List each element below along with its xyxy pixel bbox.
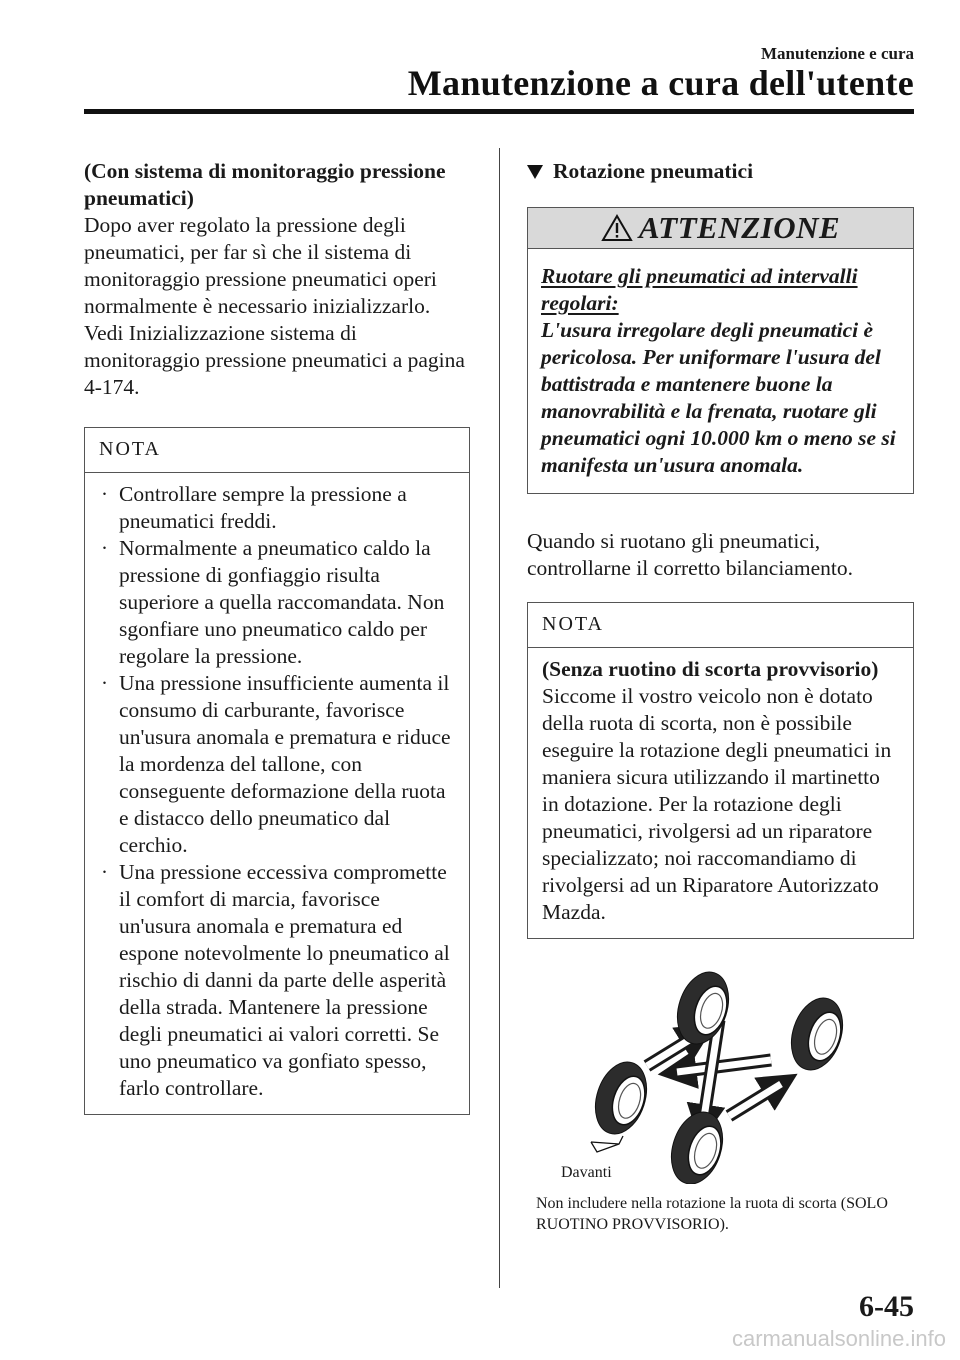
header-rule [84, 109, 914, 114]
nota-box-right [527, 602, 914, 939]
nota-item: · Controllare sempre la pressione a pneumatici freddi. [101, 482, 407, 533]
warning-header [528, 208, 913, 249]
nota-body [528, 648, 913, 938]
tpms-paragraph: Dopo aver regolato la pressione degli pneumatici, per far sì che il sistema di monitoraggio pressione pneumatici operi normalmente è necessario inizializzarlo. Vedi Inizializzazione sistema di monitoraggio pressione pneumatici a pagina 4-174. [84, 213, 465, 399]
running-header-chapter: Manutenzione a cura dell'utente [407, 63, 914, 103]
front-label: Davanti [561, 1164, 612, 1181]
nota-box-left [84, 427, 470, 1115]
bullet-icon: · [101, 482, 108, 506]
figure-caption: Non includere nella rotazione la ruota di scorta (SOLO RUOTINO PROVVISORIO). [536, 1195, 888, 1233]
nota-item: · Una pressione eccessiva compromette il comfort di marcia, favorisce un'usura anomala e prematura ed espone notevolmente lo pneumatico al rischio di danni da parte delle asperità della strada. Mantenere la pressione degli pneumatici ai valori corretti. Se uno pneumatico va gonfiato spesso, farlo controllare. [101, 860, 450, 1100]
tire-rear-left [587, 1055, 656, 1140]
running-header-section: Manutenzione e cura [761, 44, 914, 63]
nota-text: Siccome il vostro veicolo non è dotato della ruota di scorta, non è possibile eseguire la rotazione degli pneumatici in maniera sicura utilizzando il martinetto in dotazione. Per la rotazione degli pneumatici, rivolgersi ad un riparatore specializzato; noi raccomandiamo di rivolgersi ad un Riparatore Autorizzato Mazda. [542, 684, 892, 924]
nota-item: · Una pressione insufficiente aumenta il consumo di carburante, favorisce un'usura anomala e prematura e riduce la mordenza del tallone, con conseguente deformazione della ruota e distacco dello pneumatico dal cerchio. [101, 671, 451, 857]
triangle-down-icon [527, 165, 543, 179]
tpms-subhead: (Con sistema di monitoraggio pressione pneumatici) [84, 159, 446, 210]
nota-list [99, 481, 455, 1102]
tire-front-left [669, 965, 738, 1050]
warning-triangle-icon [601, 214, 633, 242]
nota-subhead: (Senza ruotino di scorta provvisorio) [542, 657, 879, 681]
nota-body [85, 473, 469, 1114]
nota-title: NOTA [528, 603, 913, 648]
left-column [84, 158, 470, 1115]
watermark: carmanualsonline.info [731, 1326, 946, 1351]
column-divider [499, 148, 500, 1288]
bullet-icon: · [101, 536, 108, 560]
nota-item: · Normalmente a pneumatico caldo la pressione di gonfiaggio risulta superiore a quella raccomandata. Non sgonfiare uno pneumatico caldo per regolare la pressione. [101, 536, 445, 668]
nota-title: NOTA [85, 428, 469, 473]
tire-front-right [783, 991, 852, 1076]
warning-body [528, 249, 913, 493]
rotation-section-title: Rotazione pneumatici [527, 158, 914, 185]
warning-title: ATTENZIONE [638, 210, 841, 245]
tire-rear-right [663, 1105, 732, 1184]
warning-box [527, 207, 914, 494]
rotation-paragraph: Quando si ruotano gli pneumatici, controllarne il corretto bilanciamento. [527, 529, 853, 580]
page-number: 6-45 [859, 1290, 914, 1323]
warning-text: L'usura irregolare degli pneumatici è pericolosa. Per uniformare l'usura del battistrada e mantenere buone la manovrabilità e la frenata, ruotare gli pneumatici ogni 10.000 km o meno se si manifesta un'usura anomala. [541, 318, 896, 477]
warning-lead: Ruotare gli pneumatici ad intervalli regolari: [541, 264, 858, 315]
bullet-icon: · [101, 860, 108, 884]
front-direction-icon [591, 1136, 623, 1152]
tire-rotation-illustration [527, 964, 914, 1184]
right-column [527, 158, 914, 939]
bullet-icon: · [101, 671, 108, 695]
